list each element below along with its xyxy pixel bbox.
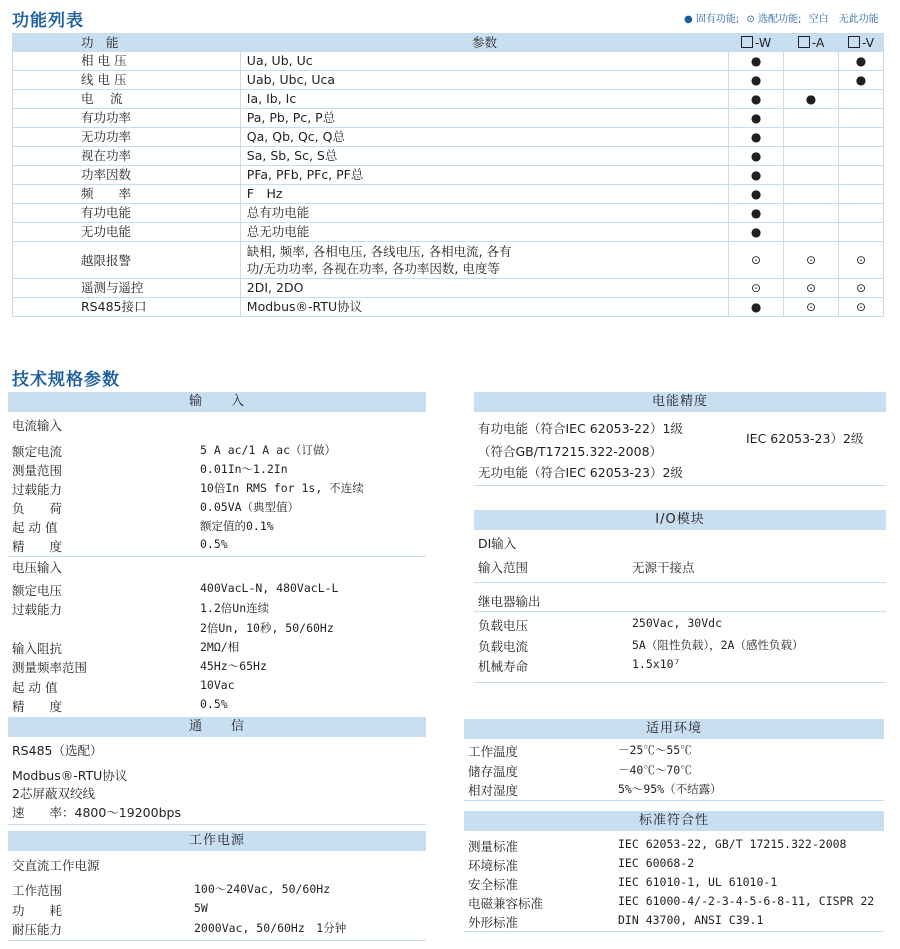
header-w: -W bbox=[729, 34, 784, 52]
mark-w: ⊙ bbox=[729, 242, 784, 279]
env-header: 适用环境 bbox=[464, 719, 884, 739]
spec-value: 5%～95%（不结露） bbox=[618, 782, 722, 796]
spec-label: 相对湿度 bbox=[468, 783, 519, 798]
spec-value: 10倍In RMS for 1s, 不连续 bbox=[200, 481, 364, 495]
spec-label: 测量范围 bbox=[12, 463, 63, 478]
spec-label: 储存温度 bbox=[468, 763, 519, 779]
function-row bbox=[13, 279, 884, 298]
divider bbox=[464, 800, 884, 801]
spec-value: IEC 62053-22, GB/T 17215.322-2008 bbox=[618, 837, 847, 851]
mark-w: ● bbox=[729, 185, 784, 204]
spec-value: －25℃～55℃ bbox=[618, 743, 692, 757]
spec-value: 250Vac, 30Vdc bbox=[632, 616, 723, 630]
function-param: Ia, Ib, Ic bbox=[240, 90, 728, 109]
mark-v: ● bbox=[838, 52, 883, 71]
divider bbox=[474, 682, 886, 683]
spec-value: 1.2倍Un连续 bbox=[200, 601, 270, 616]
function-table bbox=[12, 33, 884, 317]
function-name: 无功功率 bbox=[13, 128, 241, 147]
spec-value: 10Vac bbox=[200, 677, 235, 692]
mark-v: ⊙ bbox=[838, 298, 883, 317]
comm-line-3: 2芯屏蔽双绞线 bbox=[12, 786, 95, 801]
energy-reactive: 无功电能（符合IEC 62053-23）2级 bbox=[478, 465, 683, 480]
legend-blank: 空白 无此功能 bbox=[808, 14, 879, 25]
function-row bbox=[13, 52, 884, 71]
spec-value: 额定值的0.1% bbox=[200, 519, 274, 533]
function-name: 视在功率 bbox=[13, 147, 241, 166]
spec-value: 0.05VA（典型值） bbox=[200, 500, 300, 514]
spec-value: IEC 61010-1, UL 61010-1 bbox=[618, 875, 778, 889]
di-head: DI输入 bbox=[478, 536, 517, 551]
mark-w: ● bbox=[729, 166, 784, 185]
mark-v bbox=[838, 147, 883, 166]
legend-fixed: ● 固有功能; bbox=[684, 14, 740, 25]
function-name: 越限报警 bbox=[13, 242, 241, 279]
function-table-header bbox=[13, 34, 884, 52]
function-row bbox=[13, 109, 884, 128]
di-range-label: 输入范围 bbox=[478, 560, 529, 575]
spec-label: 电磁兼容标准 bbox=[468, 896, 544, 911]
header-function: 功 能 bbox=[13, 34, 241, 52]
divider bbox=[464, 931, 884, 932]
comm-line-2: Modbus®-RTU协议 bbox=[12, 768, 128, 783]
spec-label: 工作温度 bbox=[468, 744, 519, 759]
voltage-input-head: 电压输入 bbox=[12, 560, 63, 575]
function-name: 相 电 压 bbox=[13, 52, 241, 71]
spec-value: 5W bbox=[194, 900, 208, 915]
mark-a bbox=[784, 166, 839, 185]
input-header: 输 入 bbox=[8, 392, 426, 412]
mark-w: ● bbox=[729, 223, 784, 242]
spec-label: 负 荷 bbox=[12, 501, 63, 516]
spec-label: 安全标准 bbox=[468, 877, 519, 892]
mark-w: ● bbox=[729, 298, 784, 317]
spec-value: 2倍Un, 10秒, 50/60Hz bbox=[200, 620, 334, 635]
mark-w: ● bbox=[729, 147, 784, 166]
spec-label: 额定电压 bbox=[12, 583, 63, 598]
spec-label: 过载能力 bbox=[12, 602, 63, 618]
spec-value: 0.01In～1.2In bbox=[200, 462, 288, 476]
legend-optional: ⊙ 选配功能; bbox=[746, 14, 802, 25]
spec-label: 额定电流 bbox=[12, 444, 63, 459]
spec-label: 负载电压 bbox=[478, 618, 529, 633]
mark-v bbox=[838, 185, 883, 204]
spec-label: 起 动 值 bbox=[12, 520, 58, 535]
spec-label: 精 度 bbox=[12, 698, 63, 714]
mark-a: ⊙ bbox=[784, 298, 839, 317]
function-name: 频 率 bbox=[13, 185, 241, 204]
mark-a bbox=[784, 52, 839, 71]
function-row bbox=[13, 204, 884, 223]
energy-active-gb: （符合GB/T17215.322-2008） bbox=[478, 444, 663, 459]
function-list-title: 功能列表 bbox=[12, 11, 84, 31]
function-row bbox=[13, 128, 884, 147]
spec-label: 精 度 bbox=[12, 539, 63, 554]
function-name: RS485接口 bbox=[13, 298, 241, 317]
function-param: 总有功电能 bbox=[240, 204, 728, 223]
energy-right-note: IEC 62053-23）2级 bbox=[746, 431, 864, 446]
function-param: PFa, PFb, PFc, PF总 bbox=[240, 166, 728, 185]
spec-label: 过载能力 bbox=[12, 482, 63, 497]
mark-v bbox=[838, 166, 883, 185]
function-row bbox=[13, 71, 884, 90]
header-v: -V bbox=[838, 34, 883, 52]
relay-head: 继电器输出 bbox=[478, 594, 541, 609]
header-a: -A bbox=[784, 34, 839, 52]
function-param: Uab, Ubc, Uca bbox=[240, 71, 728, 90]
spec-value: 1.5x10⁷ bbox=[632, 657, 681, 671]
spec-label: 功 耗 bbox=[12, 902, 63, 918]
spec-value: －40℃～70℃ bbox=[618, 762, 692, 777]
mark-w: ● bbox=[729, 90, 784, 109]
spec-label: 外形标准 bbox=[468, 915, 519, 930]
mark-v bbox=[838, 109, 883, 128]
function-row bbox=[13, 298, 884, 317]
spec-label: 工作范围 bbox=[12, 883, 63, 898]
spec-label: 耐压能力 bbox=[12, 922, 63, 937]
mark-v bbox=[838, 90, 883, 109]
energy-active: 有功电能（符合IEC 62053-22）1级 bbox=[478, 421, 683, 436]
function-name: 功率因数 bbox=[13, 166, 241, 185]
function-param: Modbus®-RTU协议 bbox=[240, 298, 728, 317]
mark-a: ⊙ bbox=[784, 242, 839, 279]
spec-label: 机械寿命 bbox=[478, 659, 529, 674]
function-name: 无功电能 bbox=[13, 223, 241, 242]
divider bbox=[8, 824, 426, 825]
mark-a bbox=[784, 204, 839, 223]
spec-value: 100～240Vac, 50/60Hz bbox=[194, 882, 331, 896]
function-row bbox=[13, 242, 884, 279]
std-header: 标准符合性 bbox=[464, 811, 884, 831]
mark-a: ● bbox=[784, 90, 839, 109]
mark-v bbox=[838, 223, 883, 242]
mark-a bbox=[784, 128, 839, 147]
function-param: 总无功电能 bbox=[240, 223, 728, 242]
io-header: I/O模块 bbox=[474, 510, 886, 530]
function-param: Pa, Pb, Pc, P总 bbox=[240, 109, 728, 128]
function-param: F Hz bbox=[240, 185, 728, 204]
spec-title: 技术规格参数 bbox=[12, 370, 120, 390]
di-range-value: 无源干接点 bbox=[632, 560, 695, 575]
function-name: 有功电能 bbox=[13, 204, 241, 223]
spec-label: 测量频率范围 bbox=[12, 660, 88, 676]
function-param: 2DI, 2DO bbox=[240, 279, 728, 298]
function-row bbox=[13, 223, 884, 242]
mark-v bbox=[838, 128, 883, 147]
spec-value: 45Hz～65Hz bbox=[200, 659, 267, 674]
mark-a bbox=[784, 185, 839, 204]
spec-label: 输入阻抗 bbox=[12, 640, 63, 656]
mark-w: ● bbox=[729, 52, 784, 71]
mark-w: ● bbox=[729, 109, 784, 128]
function-name: 有功功率 bbox=[13, 109, 241, 128]
divider bbox=[474, 582, 886, 583]
power-header: 工作电源 bbox=[8, 831, 426, 851]
mark-v: ⊙ bbox=[838, 242, 883, 279]
spec-label: 环境标准 bbox=[468, 858, 519, 873]
spec-value: 0.5% bbox=[200, 537, 228, 551]
spec-value: 5A（阻性负载），2A（感性负载） bbox=[632, 637, 804, 652]
spec-value: IEC 61000-4/-2-3-4-5-6-8-11, CISPR 22 bbox=[618, 894, 875, 908]
comm-header: 通 信 bbox=[8, 717, 426, 737]
function-name: 线 电 压 bbox=[13, 71, 241, 90]
spec-value: 5 A ac/1 A ac（订做） bbox=[200, 443, 337, 457]
legend bbox=[680, 10, 879, 25]
divider bbox=[474, 485, 886, 486]
function-param: Sa, Sb, Sc, S总 bbox=[240, 147, 728, 166]
function-param: 缺相, 频率, 各相电压, 各线电压, 各相电流, 各有 功/无功功率, 各视在功率, 各功率因数, 电度等 bbox=[240, 242, 728, 279]
divider bbox=[8, 556, 426, 557]
comm-line-4: 速 率：4800～19200bps bbox=[12, 805, 181, 820]
header-param: 参数 bbox=[240, 34, 728, 52]
mark-a bbox=[784, 109, 839, 128]
spec-value: 400VacL-N, 480VacL-L bbox=[200, 581, 339, 595]
spec-value: 2MΩ/相 bbox=[200, 639, 240, 654]
function-row bbox=[13, 166, 884, 185]
spec-value: 2000Vac, 50/60Hz 1分钟 bbox=[194, 921, 347, 935]
spec-value: 0.5% bbox=[200, 696, 228, 711]
mark-v bbox=[838, 204, 883, 223]
power-head: 交直流工作电源 bbox=[12, 858, 100, 873]
spec-value: IEC 60068-2 bbox=[618, 856, 695, 870]
divider bbox=[474, 611, 886, 612]
spec-value: DIN 43700, ANSI C39.1 bbox=[618, 913, 764, 927]
function-row bbox=[13, 147, 884, 166]
divider bbox=[8, 940, 426, 941]
spec-label: 测量标准 bbox=[468, 839, 519, 854]
spec-label: 起 动 值 bbox=[12, 679, 58, 695]
mark-a bbox=[784, 223, 839, 242]
spec-label: 负载电流 bbox=[478, 638, 529, 654]
mark-w: ● bbox=[729, 71, 784, 90]
comm-line-1: RS485（选配） bbox=[12, 743, 103, 758]
mark-a: ⊙ bbox=[784, 279, 839, 298]
energy-header: 电能精度 bbox=[474, 392, 886, 412]
mark-a bbox=[784, 71, 839, 90]
current-input-head: 电流输入 bbox=[12, 418, 63, 433]
mark-v: ⊙ bbox=[838, 279, 883, 298]
mark-w: ● bbox=[729, 204, 784, 223]
function-name: 遥测与遥控 bbox=[13, 279, 241, 298]
function-name: 电 流 bbox=[13, 90, 241, 109]
mark-v: ● bbox=[838, 71, 883, 90]
function-param: Ua, Ub, Uc bbox=[240, 52, 728, 71]
mark-w: ● bbox=[729, 128, 784, 147]
function-param: Qa, Qb, Qc, Q总 bbox=[240, 128, 728, 147]
function-row bbox=[13, 185, 884, 204]
function-row bbox=[13, 90, 884, 109]
mark-w: ⊙ bbox=[729, 279, 784, 298]
mark-a bbox=[784, 147, 839, 166]
